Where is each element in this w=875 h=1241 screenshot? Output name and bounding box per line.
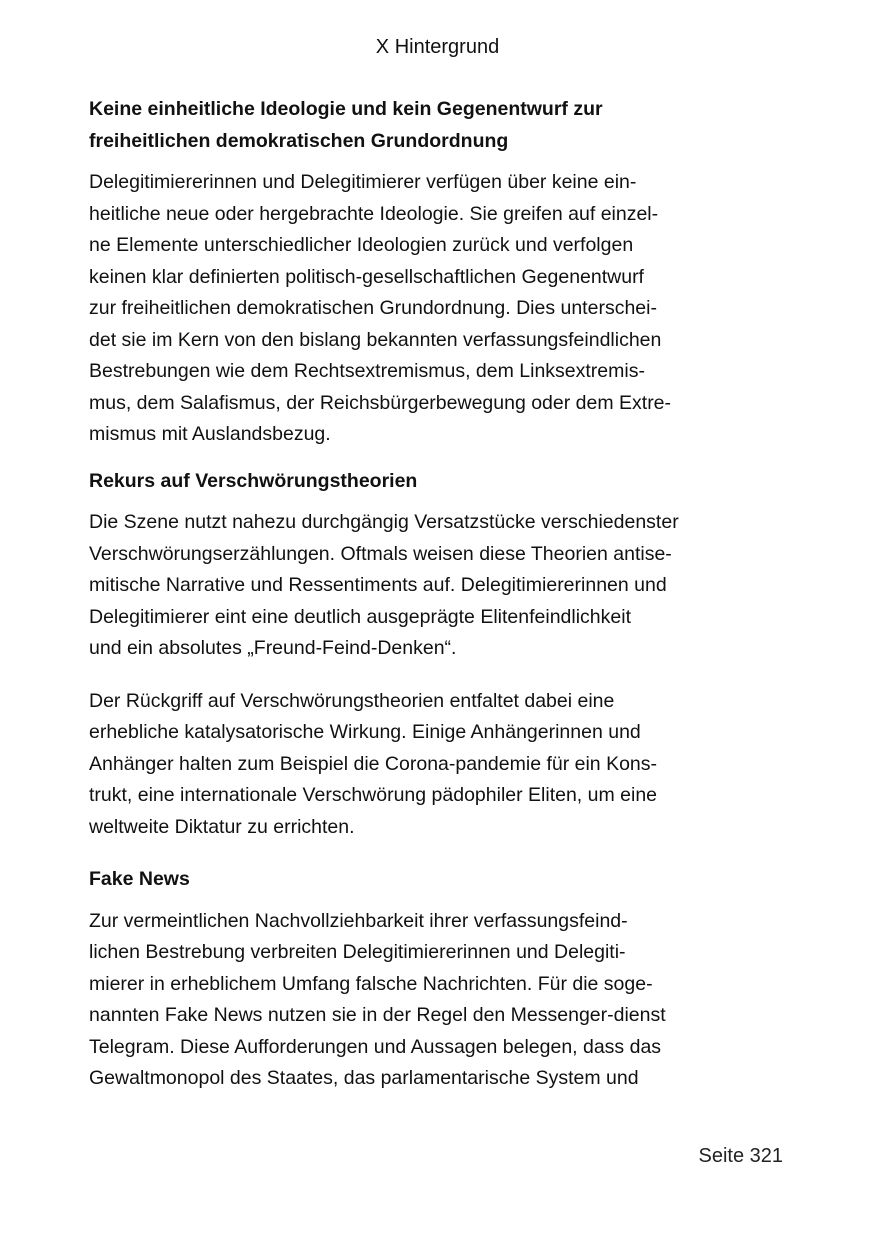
document-body	[89, 94, 739, 1095]
page-number: Seite 321	[698, 1145, 783, 1167]
paragraph-verschwoerung-1: Die Szene nutzt nahezu durchgängig Versatzstücke verschiedenster Verschwörungserzählungen. Oftmals weisen diese Theorien antise- mitische Narrative und Ressentiments auf. Delegitimiererinnen und Delegitimierer eint eine deutlich ausgeprägte Elitenfeindlichkeit und ein absolutes „Freund-Feind-Denken“.	[89, 511, 679, 659]
section-heading-verschwoerung: Rekurs auf Verschwörungstheorien	[89, 469, 418, 492]
paragraph-verschwoerung-2: Der Rückgriff auf Verschwörungstheorien entfaltet dabei eine erhebliche katalysatorische Wirkung. Einige Anhängerinnen und Anhänger halten zum Beispiel die Corona-pandemie für ein Kons- trukt, eine internationale Verschwörung pädophiler Eliten, um eine weltweite Diktatur zu errichten.	[89, 689, 658, 838]
section-heading-fake-news: Fake News	[89, 868, 190, 890]
running-head: X Hintergrund	[375, 36, 500, 58]
paragraph-fake-news: Zur vermeintlichen Nachvollziehbarkeit ihrer verfassungsfeind- lichen Bestrebung verbreiten Delegitimiererinnen und Delegiti- mierer in erheblichem Umfang falsche Nachrichten. Für die soge- nannten Fake News nutzen sie in der Regel den Messenger-dienst Telegram. Diese Aufforderungen und Aussagen belegen, dass das Gewaltmonopol des Staates, das parlamentarische System und	[89, 909, 666, 1089]
section-heading-ideologie: Keine einheitliche Ideologie und kein Gegenentwurf zur freiheitlichen demokratischen Grundordnung	[89, 98, 603, 152]
paragraph-ideologie: Delegitimiererinnen und Delegitimierer verfügen über keine ein- heitliche neue oder hergebrachte Ideologie. Sie greifen auf einzel- ne Elemente unterschiedlicher Ideologien zurück und verfolgen keinen klar definierten politisch-gesellschaftlichen Gegenentwurf zur freiheitlichen demokratischen Grundordnung. Dies unterschei- det sie im Kern von den bislang bekannten verfassungsfeindlichen Bestrebungen wie dem Rechtsextremismus, dem Linksextremis- mus, dem Salafismus, der Reichsbürgerbewegung oder dem Extre- mismus mit Auslandsbezug.	[89, 171, 672, 445]
